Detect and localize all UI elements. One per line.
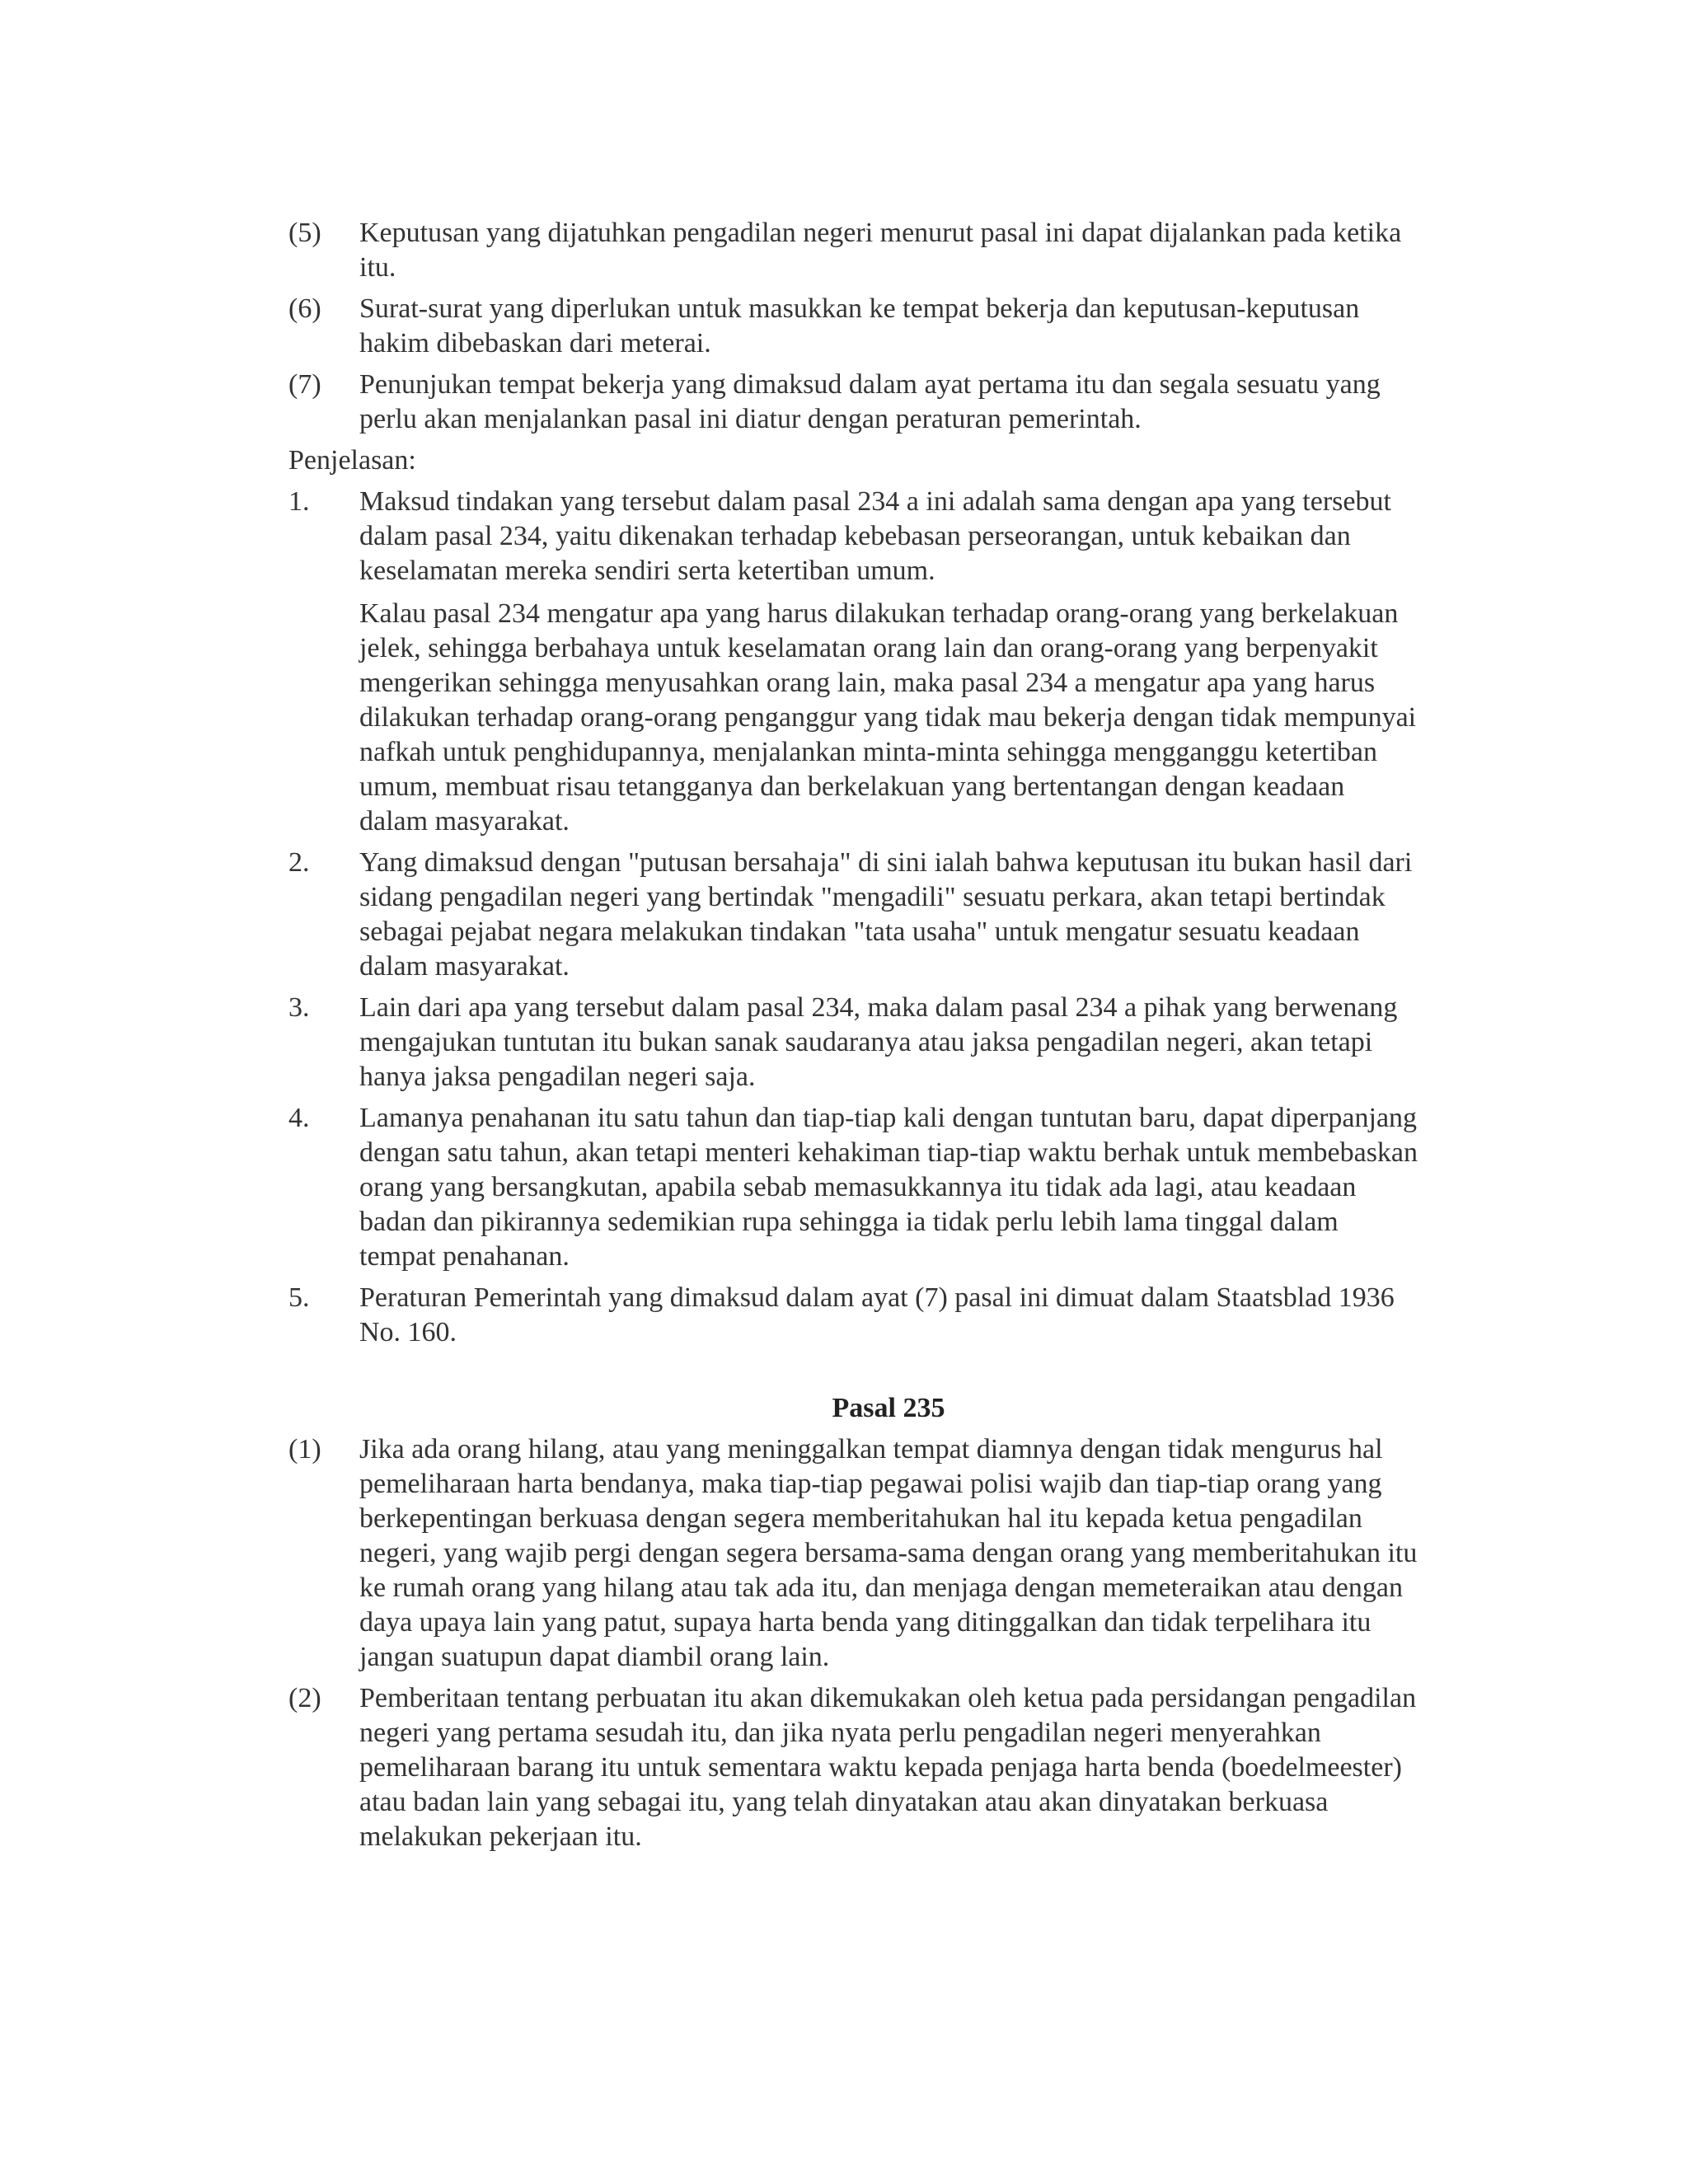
item-marker: 2. bbox=[288, 847, 310, 878]
pasal235-ayat-1 bbox=[288, 1432, 1418, 1675]
penjelasan-item-2 bbox=[288, 846, 1418, 984]
item-text bbox=[359, 485, 1418, 839]
ayat-marker: (2) bbox=[288, 1683, 321, 1713]
paragraph: Yang dimaksud dengan "putusan bersahaja" di sini ialah bahwa keputusan itu bukan hasil dari sidang pengadilan negeri yang bertindak "mengadili" sesuatu perkara, akan tetapi bertindak sebagai pejabat negara melakukan tindakan "tata usaha" untuk mengatur sesuatu keadaan dalam masyarakat. bbox=[359, 847, 1413, 982]
item-marker: 5. bbox=[288, 1282, 310, 1313]
item-text bbox=[359, 1101, 1418, 1274]
paragraph: Surat-surat yang diperlukan untuk masukkan ke tempat bekerja dan keputusan-keputusan hakim dibebaskan dari meterai. bbox=[359, 293, 1360, 359]
penjelasan-item-3 bbox=[288, 991, 1418, 1094]
ayat-marker: (1) bbox=[288, 1434, 321, 1465]
paragraph: Penunjukan tempat bekerja yang dimaksud dalam ayat pertama itu dan segala sesuatu yang perlu akan menjalankan pasal ini diatur dengan peraturan pemerintah. bbox=[359, 369, 1381, 434]
item-text bbox=[359, 991, 1418, 1094]
ayat-marker: (5) bbox=[288, 218, 321, 248]
penjelasan-item-1 bbox=[288, 485, 1418, 839]
paragraph: Peraturan Pemerintah yang dimaksud dalam ayat (7) pasal ini dimuat dalam Staatsblad 1936 No. 160. bbox=[359, 1282, 1395, 1347]
item-marker: 3. bbox=[288, 992, 310, 1023]
paragraph: Lain dari apa yang tersebut dalam pasal 234, maka dalam pasal 234 a pihak yang berwenang mengajukan tuntutan itu bukan sanak saudaranya atau jaksa pengadilan negeri, akan tetapi hanya jaksa pengadilan negeri saja. bbox=[359, 992, 1398, 1092]
ayat-text bbox=[359, 1681, 1418, 1854]
penjelasan-item-5 bbox=[288, 1281, 1418, 1350]
ayat-text bbox=[359, 368, 1418, 437]
ayat-marker: (7) bbox=[288, 369, 321, 400]
item-marker: 1. bbox=[288, 486, 310, 517]
document-body bbox=[288, 216, 1418, 1861]
ayat-text bbox=[359, 292, 1418, 361]
ayat-7 bbox=[288, 368, 1418, 437]
item-text bbox=[359, 1281, 1418, 1350]
ayat-marker: (6) bbox=[288, 293, 321, 324]
item-text bbox=[359, 846, 1418, 984]
section-heading: Pasal 235 bbox=[832, 1393, 945, 1423]
paragraph: Kalau pasal 234 mengatur apa yang harus dilakukan terhadap orang-orang yang berkelakuan jelek, sehingga berbahaya untuk keselamatan orang lain dan orang-orang yang berpenyakit mengerikan sehingga menyusahkan orang lain, maka pasal 234 a mengatur apa yang harus dilakukan terhadap orang-orang penganggur yang tidak mau bekerja dengan tidak mempunyai nafkah untuk penghidupannya, menjalankan minta-minta sehingga mengganggu ketertiban umum, membuat risau tetangganya dan berkelakuan yang bertentangan dengan keadaan dalam masyarakat. bbox=[359, 598, 1417, 837]
paragraph: Maksud tindakan yang tersebut dalam pasal 234 a ini adalah sama dengan apa yang tersebut dalam pasal 234, yaitu dikenakan terhadap kebebasan perseorangan, untuk kebaikan dan keselamatan mereka sendiri serta ketertiban umum. bbox=[359, 486, 1391, 586]
penjelasan-item-4 bbox=[288, 1101, 1418, 1274]
penjelasan-label: Penjelasan: bbox=[288, 445, 416, 476]
paragraph: Lamanya penahanan itu satu tahun dan tiap-tiap kali dengan tuntutan baru, dapat diperpanjang dengan satu tahun, akan tetapi menteri kehakiman tiap-tiap waktu berhak untuk membebaskan orang yang bersangkutan, apabila sebab memasukkannya itu tidak ada lagi, atau keadaan badan dan pikirannya sedemikian rupa sehingga ia tidak perlu lebih lama tinggal dalam tempat penahanan. bbox=[359, 1103, 1418, 1272]
item-marker: 4. bbox=[288, 1103, 310, 1133]
ayat-text bbox=[359, 1432, 1418, 1675]
ayat-6 bbox=[288, 292, 1418, 361]
paragraph: Keputusan yang dijatuhkan pengadilan negeri menurut pasal ini dapat dijalankan pada ketika itu. bbox=[359, 218, 1402, 283]
ayat-5 bbox=[288, 216, 1418, 285]
paragraph: Jika ada orang hilang, atau yang meninggalkan tempat diamnya dengan tidak mengurus hal pemeliharaan harta bendanya, maka tiap-tiap pegawai polisi wajib dan tiap-tiap orang yang berkepentingan berkuasa dengan segera memberitahukan hal itu kepada ketua pengadilan negeri, yang wajib pergi dengan segera bersama-sama dengan orang yang memberitahukan itu ke rumah orang yang hilang atau tak ada itu, dan menjaga dengan memeteraikan atau dengan daya upaya lain yang patut, supaya harta benda yang ditinggalkan dan tidak terpelihara itu jangan suatupun dapat diambil orang lain. bbox=[359, 1434, 1418, 1672]
ayat-text bbox=[359, 216, 1418, 285]
pasal235-ayat-2 bbox=[288, 1681, 1418, 1854]
paragraph: Pemberitaan tentang perbuatan itu akan dikemukakan oleh ketua pada persidangan pengadilan negeri yang pertama sesudah itu, dan jika nyata perlu pengadilan negeri menyerahkan pemeliharaan barang itu untuk sementara waktu kepada penjaga harta benda (boedelmeester) atau badan lain yang sebagai itu, yang telah dinyatakan atau akan dinyatakan berkuasa melakukan pekerjaan itu. bbox=[359, 1683, 1417, 1852]
